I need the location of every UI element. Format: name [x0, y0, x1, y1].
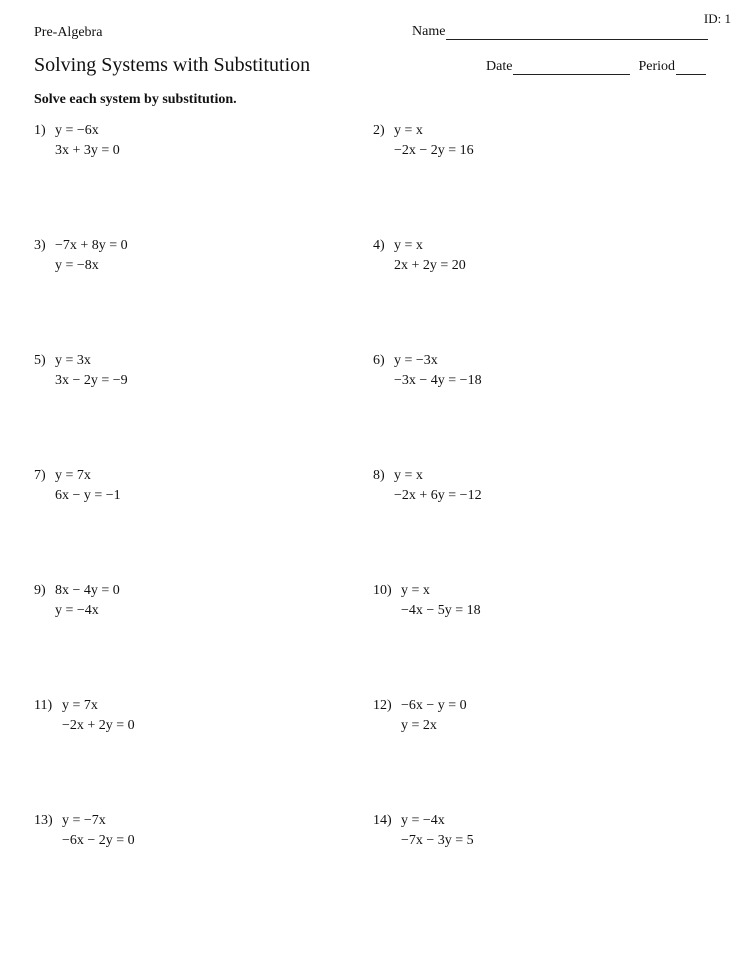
equation-1: y = x [394, 123, 423, 138]
name-blank-line[interactable] [446, 25, 708, 40]
equation-system [401, 581, 481, 621]
equation-2: −4x − 5y = 18 [401, 603, 481, 618]
problem-10 [373, 581, 481, 621]
problem-5 [34, 351, 128, 391]
period-label: Period [638, 59, 675, 74]
problem-number: 1) [34, 123, 46, 138]
equation-2: y = −4x [55, 603, 99, 618]
problem-13 [34, 811, 135, 851]
problem-number: 12) [373, 698, 392, 713]
equation-system [55, 466, 121, 506]
equation-1: y = −4x [401, 813, 445, 828]
equation-2: 6x − y = −1 [55, 488, 121, 503]
equation-1: y = 3x [55, 353, 91, 368]
problem-7 [34, 466, 121, 506]
equation-1: y = −6x [55, 123, 99, 138]
equation-2: −7x − 3y = 5 [401, 833, 474, 848]
problem-1 [34, 121, 120, 161]
date-label: Date [486, 59, 513, 74]
instructions: Solve each system by substitution. [34, 92, 237, 107]
worksheet-title: Solving Systems with Substitution [34, 54, 311, 76]
problem-11 [34, 696, 135, 736]
problem-number: 11) [34, 698, 53, 713]
problem-number: 2) [373, 123, 385, 138]
problem-number: 9) [34, 583, 46, 598]
equation-system [55, 351, 128, 391]
problem-12 [373, 696, 467, 736]
problem-number: 8) [373, 468, 385, 483]
worksheet-id: ID: 1 [703, 11, 731, 26]
problem-number: 13) [34, 813, 53, 828]
problem-4 [373, 236, 466, 276]
problem-number: 14) [373, 813, 392, 828]
problem-number: 6) [373, 353, 385, 368]
equation-1: −7x + 8y = 0 [55, 238, 128, 253]
equation-2: −2x − 2y = 16 [394, 143, 474, 158]
problem-14 [373, 811, 474, 851]
problem-3 [34, 236, 128, 276]
course-name: Pre-Algebra [34, 25, 103, 40]
problem-number: 4) [373, 238, 385, 253]
equation-system [401, 811, 474, 851]
equation-system [55, 121, 120, 161]
name-label: Name [412, 24, 446, 39]
problem-9 [34, 581, 120, 621]
equation-1: y = 7x [62, 698, 98, 713]
equation-system [394, 121, 474, 161]
equation-2: −3x − 4y = −18 [394, 373, 482, 388]
equation-2: −6x − 2y = 0 [62, 833, 135, 848]
equation-1: y = −7x [62, 813, 106, 828]
equation-1: y = x [394, 468, 423, 483]
equation-1: y = x [401, 583, 430, 598]
equation-2: 3x + 3y = 0 [55, 143, 120, 158]
equation-system [394, 236, 466, 276]
equation-system [55, 581, 120, 621]
equation-system [401, 696, 467, 736]
name-field[interactable] [412, 24, 708, 40]
problem-number: 5) [34, 353, 46, 368]
equation-2: 3x − 2y = −9 [55, 373, 128, 388]
problem-2 [373, 121, 474, 161]
equation-1: −6x − y = 0 [401, 698, 467, 713]
equation-1: y = x [394, 238, 423, 253]
equation-system [394, 351, 482, 391]
equation-2: y = −8x [55, 258, 99, 273]
period-blank-line[interactable] [676, 60, 706, 75]
equation-2: 2x + 2y = 20 [394, 258, 466, 273]
problem-8 [373, 466, 482, 506]
problem-number: 3) [34, 238, 46, 253]
equation-system [62, 696, 135, 736]
date-period-field[interactable] [486, 59, 706, 75]
equation-2: y = 2x [401, 718, 437, 733]
equation-2: −2x + 2y = 0 [62, 718, 135, 733]
equation-2: −2x + 6y = −12 [394, 488, 482, 503]
problem-6 [373, 351, 482, 391]
date-blank-line[interactable] [513, 60, 630, 75]
equation-system [394, 466, 482, 506]
problem-number: 7) [34, 468, 46, 483]
equation-1: 8x − 4y = 0 [55, 583, 120, 598]
equation-1: y = −3x [394, 353, 438, 368]
equation-system [62, 811, 135, 851]
problem-number: 10) [373, 583, 392, 598]
equation-1: y = 7x [55, 468, 91, 483]
equation-system [55, 236, 128, 276]
